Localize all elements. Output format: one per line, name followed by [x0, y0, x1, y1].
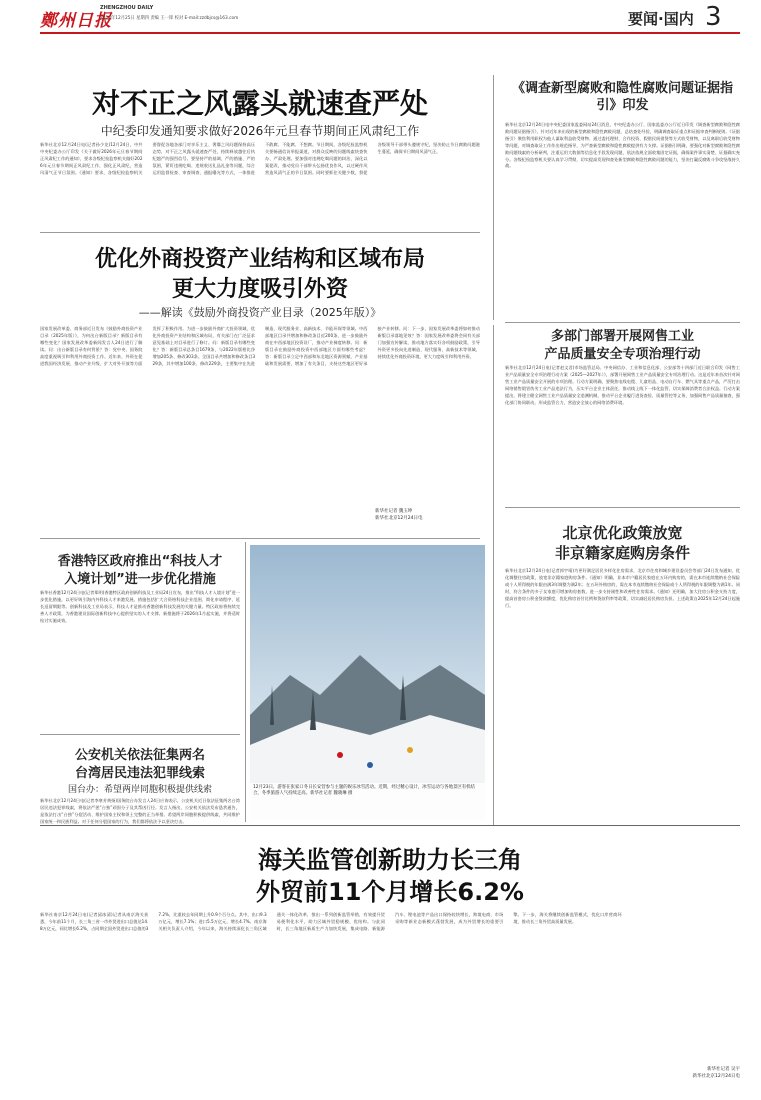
headline-line1: 海关监管创新助力长三角	[258, 846, 522, 874]
headline-line2: 产品质量安全专项治理行动	[544, 347, 701, 362]
photo-image	[250, 545, 485, 820]
article-hk-talent	[40, 542, 240, 732]
masthead-logo: 鄭州日报	[40, 11, 112, 31]
article-body: 新华社北京12月24日电(记者郭宇靖)为更好满足居民多样化住房需求，北京市住房和城乡建设委员会等部门24日发布通知，优化调整住房政策，放宽非京籍家庭购房条件。《通知》明确，非本市户籍居民家庭在五环内购房的，需在本市连续缴纳社会保险或个人所得税的年限由满3年调整为满2年；在五环外购房的，需在本市连续缴纳社会保险或个人所得税的年限调整为满1年。同时，符合条件的多子女家庭可增加购房套数，进一步支持刚性和改善性住房需求。《通知》还明确，加大住房公积金支持力度，提高首套房公积金贷款额度，优化购房首付比例和贷款利率等政策，切实减轻居民购房负担。上述政策自2025年12月24日起施行。	[505, 568, 740, 608]
article-body: 新华社香港12月24日电(记者郑明)香港特区政府创新科技及工业局24日宣布，推出“科技人才入境计划”进一步优化措施，以更好吸引海内外科技人才来港发展。措施包括扩大合资格科技企业范围、简化申请程序、延长逗留期限等。创新科技及工业局表示，科技人才是推动香港创新科技发展的关键力量。特区政府将持续完善人才政策，为香港建设国际创新科技中心提供坚实的人才支撑。新措施将于2026年1月起实施，并将适时检讨实施成效。	[40, 590, 240, 623]
headline-line2: 非京籍家庭购房条件	[554, 544, 690, 562]
article-body: 新华社南京12月24日电(记者邱冰清)记者从南京海关获悉，今年前11个月，长三角三省一市外贸进出口总值达14.8万亿元，同比增长6.2%，占同期全国外贸进出口总值的37.2%，比重较去年同期上升0.9个百分点。其中，出口9.3万亿元，增长7.1%；进口5.5万亿元，增长4.7%。南京海关相关负责人介绍，今年以来，海关持续深化长三角区域通关一体化改革，推出一系列创新监管举措，有效提升贸易便利化水平，助力区域外贸稳规模、优结构。与此同时，长三角地区新质生产力加快发展，集成电路、新能源汽车、锂电池等产品出口保持较快增长，跨境电商、市场采购等新业态新模式蓬勃发展，成为外贸增长的重要引擎。下一步，海关将继续创新监管模式，优化口岸营商环境，推动长三角外贸高质量发展。	[40, 912, 622, 931]
divider-vertical	[493, 75, 494, 320]
divider	[505, 322, 740, 323]
section-divider	[40, 825, 740, 826]
headline-line1: 北京优化政策放宽	[562, 524, 683, 542]
article-body: 新华社北京12月24日电(记者孙少龙)12月24日，中共中央纪委办公厅印发《关于做好2026年元旦春节期间正风肃纪工作的通知》，要求各级纪检监察机关做好2026年元旦春节期间正风肃纪工作，强化正风肃纪，营造风清气正节日氛围。《通知》要求，各级纪检监察机关要督促各地各部门对享乐主义、奢靡之风问题保持高压态势，对不正之风露头就速查严处，持续释放越往后执纪越严的强烈信号。要坚持严的基调、严的措施、严的氛围，紧盯违规吃喝、违规收送礼品礼金等问题，综合运用监督检查、审查调查、通报曝光等方式，一体推进不敢腐、不能腐、不想腐。节日期间，各级纪检监察机关要畅通信访举报渠道，对群众反映的问题线索快查快办、严肃处理。要加强对违规吃喝问题的纠治，深化以案促改，推动党员干部带头弘扬优良作风，以过硬作风营造风清气正的节日氛围。同时要抓住关键少数，督促各级领导干部带头遵规守纪，坚决防止节日腐败问题滋生蔓延，确保节日期间风清气正。	[40, 142, 480, 175]
masthead	[0, 0, 761, 40]
article-beijing-housing	[505, 510, 740, 822]
article-discipline	[40, 70, 480, 230]
article-body: 国家发展改革委、商务部近日发布《鼓励外商投资产业目录（2025年版）》，为何出台新版目录？新版目录有哪些变化？国家发展改革委新闻发言人24日进行了解读。问：出台新版目录有何背景？答：党中央、国务院高度重视吸引和利用外商投资工作。近年来，外资在促进我国经济发展、推动产业升级、扩大对外开放等方面发挥了积极作用。为进一步鼓励外商扩大投资领域，优化外商投资产业结构和区域布局，有关部门在广泛征求意见基础上对目录进行了修订。问：新版目录有哪些变化？答：新版目录总条目1679条，与2022年版相比净增加205条、修改303条。全国目录共增加和修改条目329条，其中增加100条、修改229条，主要集中在先进制造、现代服务业、高新技术、节能环保等领域。中西部地区目录共增加和修改条目近200条，进一步鼓励外商在中西部地区投资设厂，推动产业梯度转移。问：新版目录在鼓励外商投资中西部地区方面有哪些考虑？答：新版目录立足中西部和东北地区资源禀赋、产业基础和发展需要，增加了有关条目，支持这些地区更好承接产业转移。问：下一步，国家发展改革委将如何推动新版目录落地见效？答：国家发展改革委将会同有关部门加强宣传解读，推动地方落实好各项鼓励政策，引导外资更多投向先进制造、现代服务、高新技术等领域，持续优化外商投资环境，更大力度吸引和利用外资。	[40, 326, 480, 366]
news-photo	[250, 545, 485, 820]
headline-line1: 香港特区政府推出“科技人才	[57, 554, 223, 569]
article-credit: 新华社记者 魏玉坤 新华社北京12月24日电	[375, 508, 475, 522]
article-online-product-safety	[505, 325, 740, 505]
page-number: 3	[705, 2, 722, 32]
masthead-meta: 2025年12月25日 星期四 责编 王一锋 校对 E-mail:zzdbjcs@163.com	[100, 16, 239, 21]
masthead-en-name: ZHENGZHOU DAILY	[100, 5, 154, 11]
article-yangtze-trade	[40, 830, 740, 1090]
article-evidence-guide	[505, 80, 740, 320]
divider-vertical	[493, 325, 494, 825]
photo-caption: 12月23日，游客在张家口冬日长安营参与主题的娱乐冰雪活动。近期，经过精心设计，冰雪运动与各地景区有机结合，冬季旅游人气持续走高。新华社记者 魏晓琳 摄	[250, 783, 485, 820]
headline: 对不正之风露头就速查严处	[91, 87, 428, 120]
masthead-rule	[40, 32, 740, 34]
headline-line2: 入境计划”进一步优化措施	[64, 572, 216, 587]
divider	[40, 232, 480, 233]
headline-line2: 台湾居民违法犯罪线索	[74, 766, 205, 781]
article-credit: 新华社记者 吴宇 新华社北京12月24日电	[640, 1066, 740, 1080]
divider	[40, 734, 240, 735]
headline-line2: 外贸前11个月增长6.2%	[256, 878, 524, 906]
article-body: 新华社北京12月24日电(记者赵文君)市场监管总局、中央网信办、工业和信息化部、公安部等十四部门近日联合印发《网售工业产品质量安全专项治理行动方案（2025—2027年）》，部署开展网售工业产品质量安全专项治理行动。这是近年来首次针对网售工业产品质量安全开展的专项治理。行动方案明确，要聚焦电线电缆、儿童用品、电动自行车、燃气具等重点产品，严厉打击网络销售假冒伪劣工业产品违法行为，压实平台企业主体责任，推动线上线下一体化监管，切实保障消费者合法权益。行动方案提出，将建立健全网售工业产品质量安全追溯机制，推动平台企业履行进货查验、质量管控等义务，加强网售产品质量抽查，强化部门协同联动，形成监管合力，营造安全放心的网络消费环境。	[505, 365, 740, 405]
article-body: 新华社北京12月24日电(记者李寒芳黄扬)国务院台办发言人24日应询表示，公安机关近日依法征集两名台湾居民违法犯罪线索，将依法严惩“台独”顽固分子及其帮凶行径。发言人指出，公安机关依法发布悬赏通告，是依法打击“台独”分裂活动、维护国家主权和领土完整的正当举措。希望两岸同胞积极提供线索，共同维护国家统一和民族利益。对于任何分裂国家的行为，我们都将依法予以坚决打击。	[40, 798, 240, 824]
subheadline: 中纪委印发通知要求做好2026年元旦春节期间正风肃纪工作	[100, 124, 420, 138]
headline-line1: 公安机关依法征集两名	[74, 748, 205, 763]
article-body: 新华社北京12月24日电中央纪委国家监委网站24日消息，中央纪委办公厅、国家监委办公厅近日印发《调查新型腐败和隐性腐败问题证据指引》，针对近年来出现的新型腐败和隐性腐败问题，总结查处经验，明确调查取证重点和证据审查判断规则。《证据指引》聚焦利用职权为他人谋取利益收受财物、通过委托理财、合作投资、假借民间借贷等方式收受财物，以及离职后收受财物等问题，对调查取证工作作出规范指导，为严查新型腐败和隐性腐败提供有力支撑。证据指引明确，要强化对新型腐败和隐性腐败问题线索的分析研判，注重运用大数据等信息化手段发现问题，依法依规全面收集固定证据，确保案件事实清楚、证据确实充分。各级纪检监察机关要认真学习贯彻，切实提高发现和查处新型腐败和隐性腐败问题的能力，坚决打赢反腐败斗争攻坚战持久战。	[505, 122, 740, 169]
section-label: 要闻·国内	[628, 10, 694, 28]
headline-line2: 更大力度吸引外资	[171, 277, 348, 302]
divider	[40, 538, 480, 539]
headline: 《调查新型腐败和隐性腐败问题证据指引》印发	[511, 81, 733, 113]
subheadline: ——解读《鼓励外商投资产业目录（2025年版）》	[138, 306, 382, 319]
divider	[505, 507, 740, 508]
headline-line1: 优化外商投资产业结构和区域布局	[94, 247, 425, 272]
divider-vertical	[245, 542, 246, 822]
subheadline: 国台办：希望两岸同胞积极提供线索	[67, 785, 212, 795]
headline-line1: 多部门部署开展网售工业	[550, 329, 694, 344]
article-foreign-investment	[40, 236, 480, 536]
